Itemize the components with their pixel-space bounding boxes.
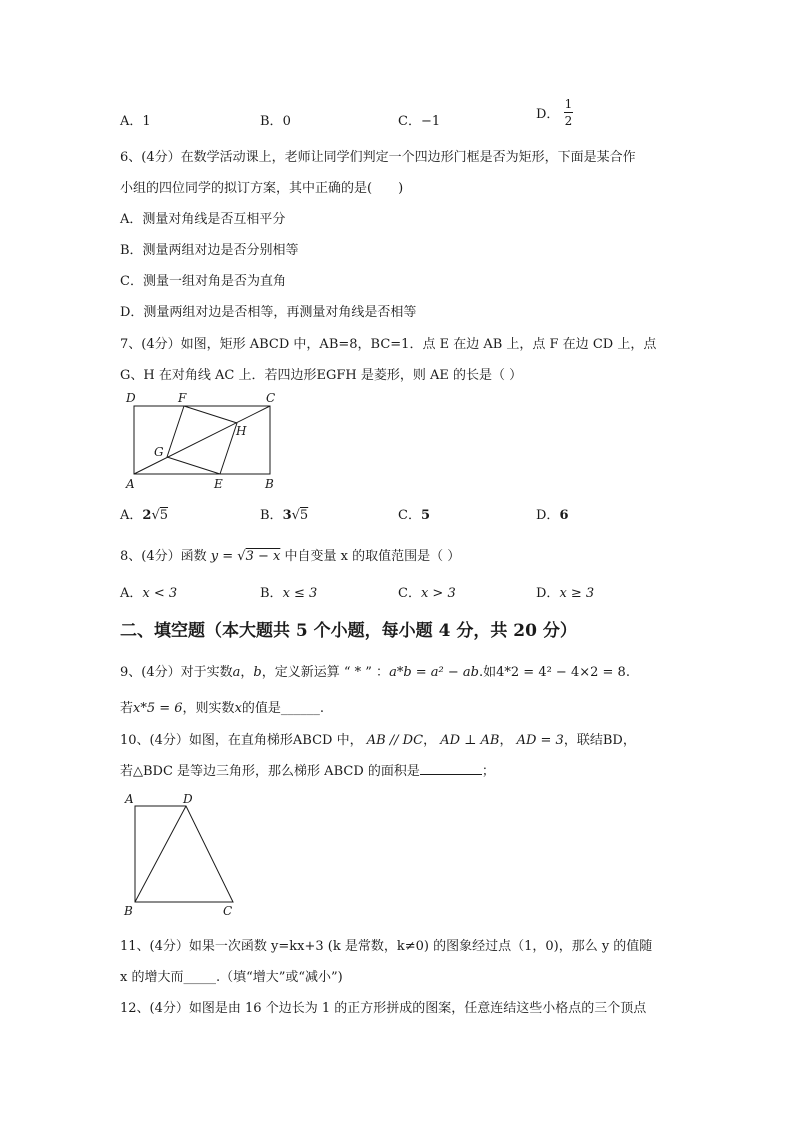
q7-rectangle-figure bbox=[120, 388, 290, 493]
segment-bd bbox=[135, 806, 186, 902]
label-a: A bbox=[125, 792, 134, 806]
q11-line-1: 11、(4分）如果一次函数 y=kx+3 (k 是常数，k≠0) 的图象经过点（1，0)，那么 y 的值随 bbox=[120, 939, 653, 954]
segment-fg bbox=[167, 406, 184, 457]
label-d: D bbox=[126, 391, 136, 405]
q9-line-2: 若x*5 = 6，则实数x的值是______. bbox=[120, 701, 325, 716]
q7-option-b: B．3√5 bbox=[260, 508, 309, 523]
section-2-heading: 二、填空题（本大题共 5 个小题，每小题 4 分，共 20 分） bbox=[120, 621, 577, 641]
answer-blank bbox=[420, 762, 482, 775]
q8-option-a: A．x < 3 bbox=[120, 586, 178, 601]
segment-he bbox=[220, 423, 237, 474]
q7-line-2: G、H 在对角线 AC 上．若四边形EGFH 是菱形，则 AE 的长是（ ） bbox=[120, 368, 523, 383]
q6-line-2: 小组的四位同学的拟订方案，其中正确的是( ) bbox=[120, 181, 404, 196]
q6-option-a: A．测量对角线是否互相平分 bbox=[120, 212, 286, 227]
diagonal-ac bbox=[134, 406, 270, 474]
q5-options bbox=[120, 97, 680, 136]
q7-line-1: 7、(4分）如图，矩形 ABCD 中，AB=8，BC=1．点 E 在边 AB 上，点 F 在边 CD 上，点 bbox=[120, 337, 657, 352]
q8-option-b: B．x ≤ 3 bbox=[260, 586, 318, 601]
label-c: C bbox=[223, 904, 233, 918]
label-h: H bbox=[236, 424, 247, 438]
label-d: D bbox=[183, 792, 193, 806]
q7-option-a: A．2√5 bbox=[120, 508, 169, 523]
q8-option-c: C．x > 3 bbox=[398, 586, 456, 601]
label-e: E bbox=[214, 477, 223, 491]
q6-line-1: 6、(4分）在数学活动课上，老师让同学们判定一个四边形门框是否为矩形，下面是某合作 bbox=[120, 150, 636, 165]
q10-trapezoid-figure bbox=[120, 790, 245, 920]
segment-fh bbox=[184, 406, 237, 423]
label-b: B bbox=[265, 477, 274, 491]
q5-option-c: C．−1 bbox=[398, 114, 441, 129]
q10-line-2: 若△BDC 是等边三角形，那么梯形 ABCD 的面积是 ； bbox=[120, 764, 495, 779]
q12-line-1: 12、(4分）如图是由 16 个边长为 1 的正方形拼成的图案，任意连结这些小格点的三个顶点 bbox=[120, 1001, 647, 1016]
q6-option-c: C．测量一组对角是否为直角 bbox=[120, 274, 286, 289]
q5-option-a: A．1 bbox=[120, 114, 151, 129]
q6-option-d: D．测量两组对边是否相等，再测量对角线是否相等 bbox=[120, 305, 417, 320]
q5-option-b: B．0 bbox=[260, 114, 291, 129]
q11-line-2: x 的增大而_____.（填“增大”或“减小”) bbox=[120, 970, 343, 985]
q10-line-1: 10、(4分）如图，在直角梯形ABCD 中， AB // DC， AD ⊥ AB， AD = 3，联结BD， bbox=[120, 733, 636, 748]
q6-option-b: B．测量两组对边是否分别相等 bbox=[120, 243, 299, 258]
q7-option-c: C．5 bbox=[398, 508, 430, 523]
label-c: C bbox=[266, 391, 276, 405]
segment-ge bbox=[167, 457, 220, 474]
label-b: B bbox=[124, 904, 133, 918]
q8-options bbox=[120, 582, 680, 612]
q9-line-1: 9、(4分）对于实数a，b，定义新运算 “ * ” ：a*b = a² − ab.如4*2 = 4² − 4×2 = 8. bbox=[120, 665, 630, 680]
label-f: F bbox=[178, 391, 187, 405]
fraction: $\frac{1}{2}$ bbox=[564, 97, 573, 128]
q5-option-d: D． $\frac{1}{2}$ bbox=[536, 97, 573, 128]
q8-option-d: D．x ≥ 3 bbox=[536, 586, 595, 601]
label-g: G bbox=[154, 445, 164, 459]
q7-options bbox=[120, 504, 680, 534]
trapezoid-abcd bbox=[135, 806, 233, 902]
q7-option-d: D．6 bbox=[536, 508, 569, 523]
q8-stem: 8、(4分）函数 y = √3 − x 中自变量 x 的取值范围是（ ） bbox=[120, 549, 461, 564]
label-a: A bbox=[126, 477, 135, 491]
